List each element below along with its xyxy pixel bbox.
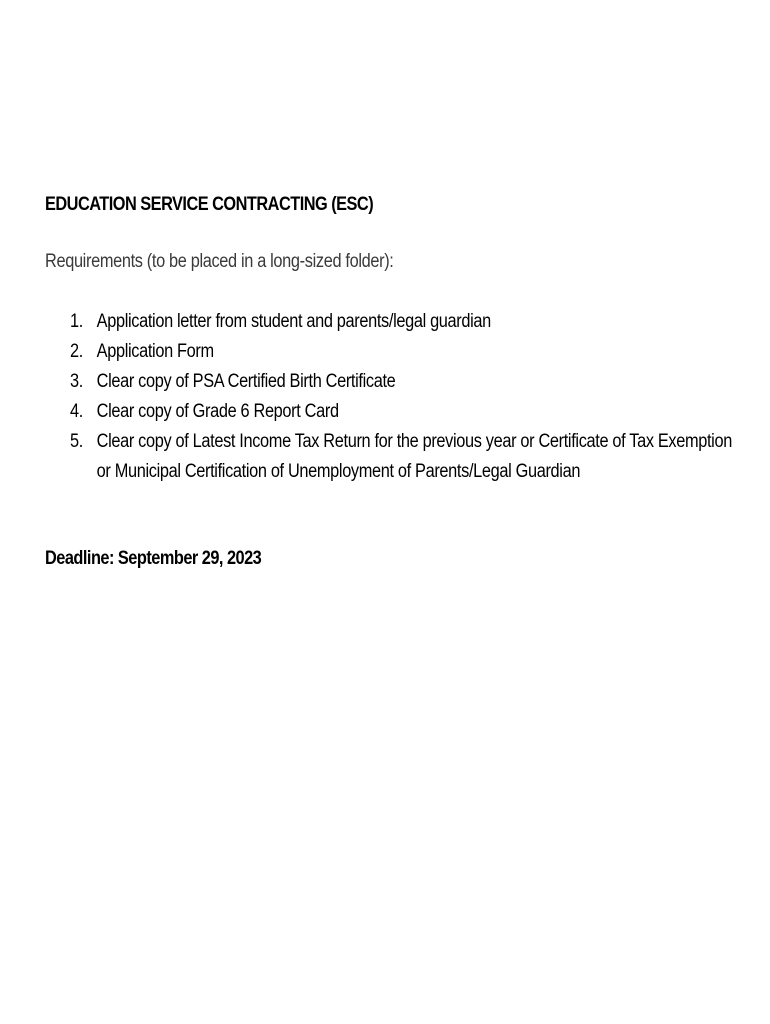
requirement-item <box>70 367 732 397</box>
requirements-intro: Requirements (to be placed in a long-sized folder): <box>45 251 394 272</box>
requirement-number: 3. <box>70 371 83 392</box>
requirement-item <box>70 337 732 367</box>
requirement-text <box>97 337 214 367</box>
requirement-text-line: Application letter from student and parents/legal guardian <box>96 311 491 332</box>
requirement-text-line: or Municipal Certification of Unemployment of Parents/Legal Guardian <box>96 461 581 482</box>
requirement-text <box>97 307 491 337</box>
requirement-text-line: Clear copy of Latest Income Tax Return for the previous year or Certificate of Tax Exemption <box>96 431 732 452</box>
requirement-text <box>97 427 732 487</box>
requirements-list <box>70 307 732 487</box>
requirement-item <box>70 397 732 427</box>
requirement-item <box>70 307 732 337</box>
requirement-text-line: Application Form <box>96 341 214 362</box>
requirement-item <box>70 427 732 487</box>
requirement-number: 2. <box>70 341 83 362</box>
requirement-number: 1. <box>70 311 83 332</box>
requirement-text <box>97 397 339 427</box>
document-title: EDUCATION SERVICE CONTRACTING (ESC) <box>45 194 374 215</box>
requirement-text-line: Clear copy of PSA Certified Birth Certificate <box>96 371 396 392</box>
requirement-text <box>97 367 396 397</box>
requirement-text-line: Clear copy of Grade 6 Report Card <box>96 401 339 422</box>
requirement-number: 4. <box>70 401 83 422</box>
deadline-text: Deadline: September 29, 2023 <box>45 548 262 569</box>
requirement-number: 5. <box>70 431 83 452</box>
